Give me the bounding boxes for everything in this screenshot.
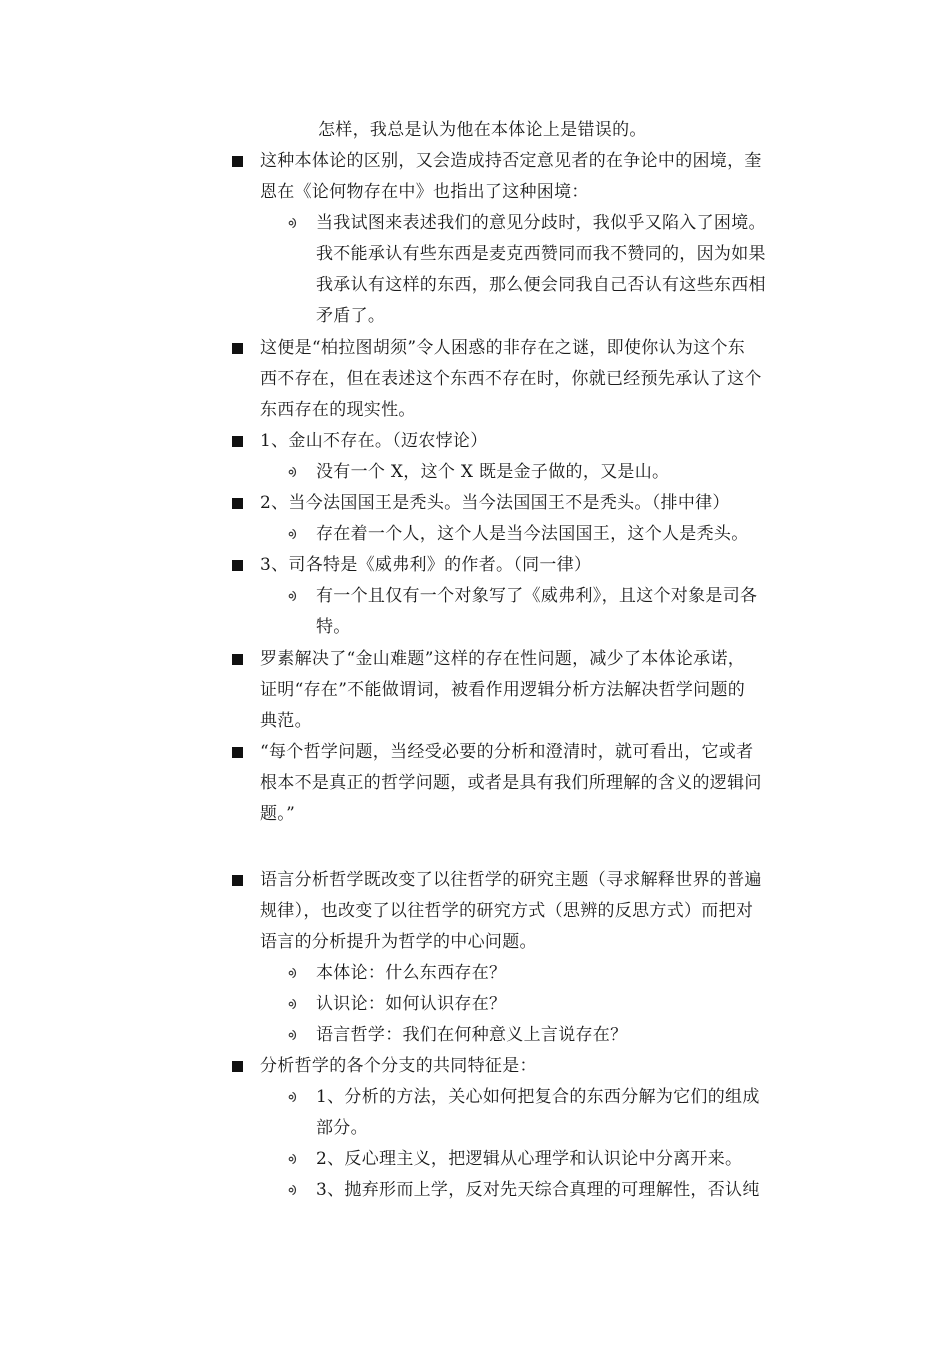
- text-line: 这种本体论的区别，又会造成持否定意见者的在争论中的困境，奎: [260, 151, 762, 171]
- sub-bullet-icon: ᢀ: [288, 1089, 297, 1107]
- text-line: 语言的分析提升为哲学的中心问题。: [260, 932, 537, 952]
- text-line: 语言分析哲学既改变了以往哲学的研究主题（寻求解释世界的普遍: [260, 870, 762, 890]
- square-bullet-icon: [232, 156, 243, 167]
- text-line: 本体论：什么东西存在？: [316, 963, 507, 983]
- sub-bullet-icon: ᢀ: [288, 996, 297, 1014]
- square-bullet-icon: [232, 498, 243, 509]
- text-line: 有一个且仅有一个对象写了《威弗利》，且这个对象是司各: [316, 586, 758, 606]
- square-bullet-icon: [232, 875, 243, 886]
- text-line: 恩在《论何物存在中》也指出了这种困境：: [260, 182, 589, 202]
- sub-bullet-icon: ᢀ: [288, 215, 297, 233]
- text-line: 1、金山不存在。（迈农悖论）: [260, 431, 488, 451]
- text-line: 我不能承认有些东西是麦克西赞同而我不赞同的，因为如果: [316, 244, 766, 264]
- text-line: “每个哲学问题，当经受必要的分析和澄清时，就可看出，它或者: [260, 742, 754, 762]
- sub-bullet-icon: ᢀ: [288, 1151, 297, 1169]
- text-line: 2、当今法国国王是秃头。当今法国国王不是秃头。（排中律）: [260, 493, 730, 513]
- sub-bullet-icon: ᢀ: [288, 1027, 297, 1045]
- square-bullet-icon: [232, 747, 243, 758]
- text-line: 当我试图来表述我们的意见分歧时，我似乎又陷入了困境。: [316, 213, 766, 233]
- square-bullet-icon: [232, 343, 243, 354]
- text-line: 分析哲学的各个分支的共同特征是：: [260, 1056, 537, 1076]
- text-line: 语言哲学：我们在何种意义上言说存在？: [316, 1025, 628, 1045]
- square-bullet-icon: [232, 654, 243, 665]
- square-bullet-icon: [232, 436, 243, 447]
- text-line: 罗素解决了“金山难题”这样的存在性问题，减少了本体论承诺，: [260, 649, 746, 669]
- text-line: 证明“存在”不能做谓词，被看作用逻辑分析方法解决哲学问题的: [260, 680, 746, 700]
- text-line: 3、抛弃形而上学，反对先天综合真理的可理解性，否认纯: [316, 1180, 760, 1200]
- text-line: 3、司各特是《威弗利》的作者。（同一律）: [260, 555, 592, 575]
- text-line: 规律），也改变了以往哲学的研究方式（思辨的反思方式）而把对: [260, 901, 754, 921]
- text-line: 矛盾了。: [316, 306, 386, 326]
- text-line: 我承认有这样的东西，那么便会同我自己否认有这些东西相: [316, 275, 766, 295]
- square-bullet-icon: [232, 1061, 243, 1072]
- text-line: 没有一个 X，这个 X 既是金子做的，又是山。: [316, 462, 670, 482]
- text-line: 1、分析的方法，关心如何把复合的东西分解为它们的组成: [316, 1087, 760, 1107]
- text-line: 部分。: [316, 1118, 368, 1138]
- text-line: 认识论：如何认识存在？: [316, 994, 507, 1014]
- sub-bullet-icon: ᢀ: [288, 588, 297, 606]
- sub-bullet-icon: ᢀ: [288, 464, 297, 482]
- text-line: 存在着一个人，这个人是当今法国国王，这个人是秃头。: [316, 524, 749, 544]
- text-line: 根本不是真正的哲学问题，或者是具有我们所理解的含义的逻辑问: [260, 773, 762, 793]
- text-line: 西不存在，但在表述这个东西不存在时，你就已经预先承认了这个: [260, 369, 762, 389]
- text-line: 题。”: [260, 804, 296, 824]
- sub-bullet-icon: ᢀ: [288, 965, 297, 983]
- sub-bullet-icon: ᢀ: [288, 1182, 297, 1200]
- text-line: 东西存在的现实性。: [260, 400, 416, 420]
- text-line: 这便是“柏拉图胡须”令人困惑的非存在之谜，即使你认为这个东: [260, 338, 746, 358]
- sub-bullet-icon: ᢀ: [288, 526, 297, 544]
- text-line: 典范。: [260, 711, 312, 731]
- text-line: 2、反心理主义，把逻辑从心理学和认识论中分离开来。: [316, 1149, 743, 1169]
- square-bullet-icon: [232, 560, 243, 571]
- text-line: 特。: [316, 617, 351, 637]
- text-line: 怎样，我总是认为他在本体论上是错误的。: [318, 120, 647, 140]
